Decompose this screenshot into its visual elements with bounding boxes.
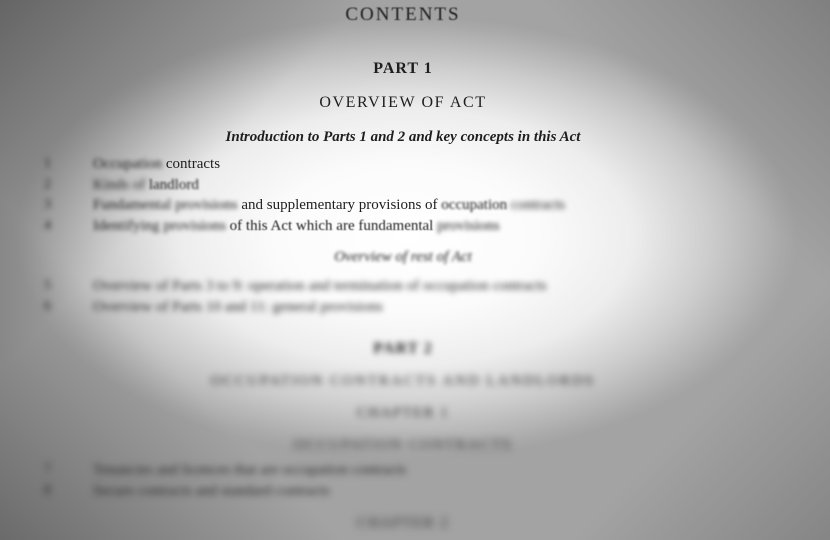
- chapter1-heading: CHAPTER 1: [356, 405, 450, 421]
- chapter1-title: OCCUPATION CONTRACTS: [293, 437, 513, 453]
- item-number: 5: [44, 278, 51, 293]
- item-text: Tenancies and licences that are occupation contracts: [93, 462, 406, 478]
- item-text-segment: contracts: [165, 156, 221, 172]
- part1-heading: PART 1: [373, 60, 433, 77]
- toc-list-rest: [0, 278, 806, 319]
- item-number: 3: [44, 197, 51, 213]
- toc-list-part2: [0, 462, 806, 503]
- item-number: 2: [44, 176, 51, 192]
- item-text: Secure contracts and standard contracts: [93, 482, 330, 499]
- item-text-segment: provisions: [437, 218, 500, 235]
- item-text-segment: Fundamental provisions: [93, 197, 242, 214]
- item-text-segment: Identifying provisions: [93, 218, 230, 235]
- toc-list-part1: [0, 156, 806, 239]
- toc-item: [0, 177, 806, 198]
- item-text-segment: occupation: [441, 197, 511, 214]
- part2-title: OCCUPATION CONTRACTS AND LANDLORDS: [210, 373, 596, 389]
- toc-item: [0, 197, 806, 218]
- contents-title: CONTENTS: [345, 4, 461, 25]
- crossheading-intro: Introduction to Parts 1 and 2 and key concepts in this Act: [225, 129, 581, 145]
- toc-item: [0, 462, 806, 483]
- item-text: Overview of Parts 10 and 11: general provisions: [93, 298, 383, 315]
- toc-item: [0, 299, 806, 320]
- item-number: 4: [44, 218, 51, 234]
- chapter2-heading: CHAPTER 2: [356, 515, 450, 531]
- item-text-segment: and supplementary provisions of: [241, 197, 442, 214]
- item-text-segment: contracts: [510, 197, 565, 214]
- item-text-segment: Kinds of: [93, 176, 149, 193]
- part1-title: OVERVIEW OF ACT: [319, 94, 487, 111]
- item-number: 7: [44, 462, 51, 477]
- item-text-segment: landlord: [148, 176, 199, 193]
- toc-item: [0, 483, 806, 504]
- toc-item: [0, 278, 806, 299]
- toc-item: [0, 218, 806, 239]
- item-text-segment: of this Act which are fundamental: [229, 218, 438, 235]
- item-number: 8: [44, 482, 51, 498]
- part2-heading: PART 2: [373, 340, 433, 357]
- item-text: Overview of Parts 3 to 9: operation and termination of occupation contracts: [93, 278, 547, 294]
- item-number: 1: [44, 156, 51, 171]
- item-number: 6: [44, 298, 51, 314]
- crossheading-rest: Overview of rest of Act: [334, 249, 472, 265]
- item-text-segment: Occupation: [93, 156, 166, 172]
- toc-item: [0, 156, 806, 177]
